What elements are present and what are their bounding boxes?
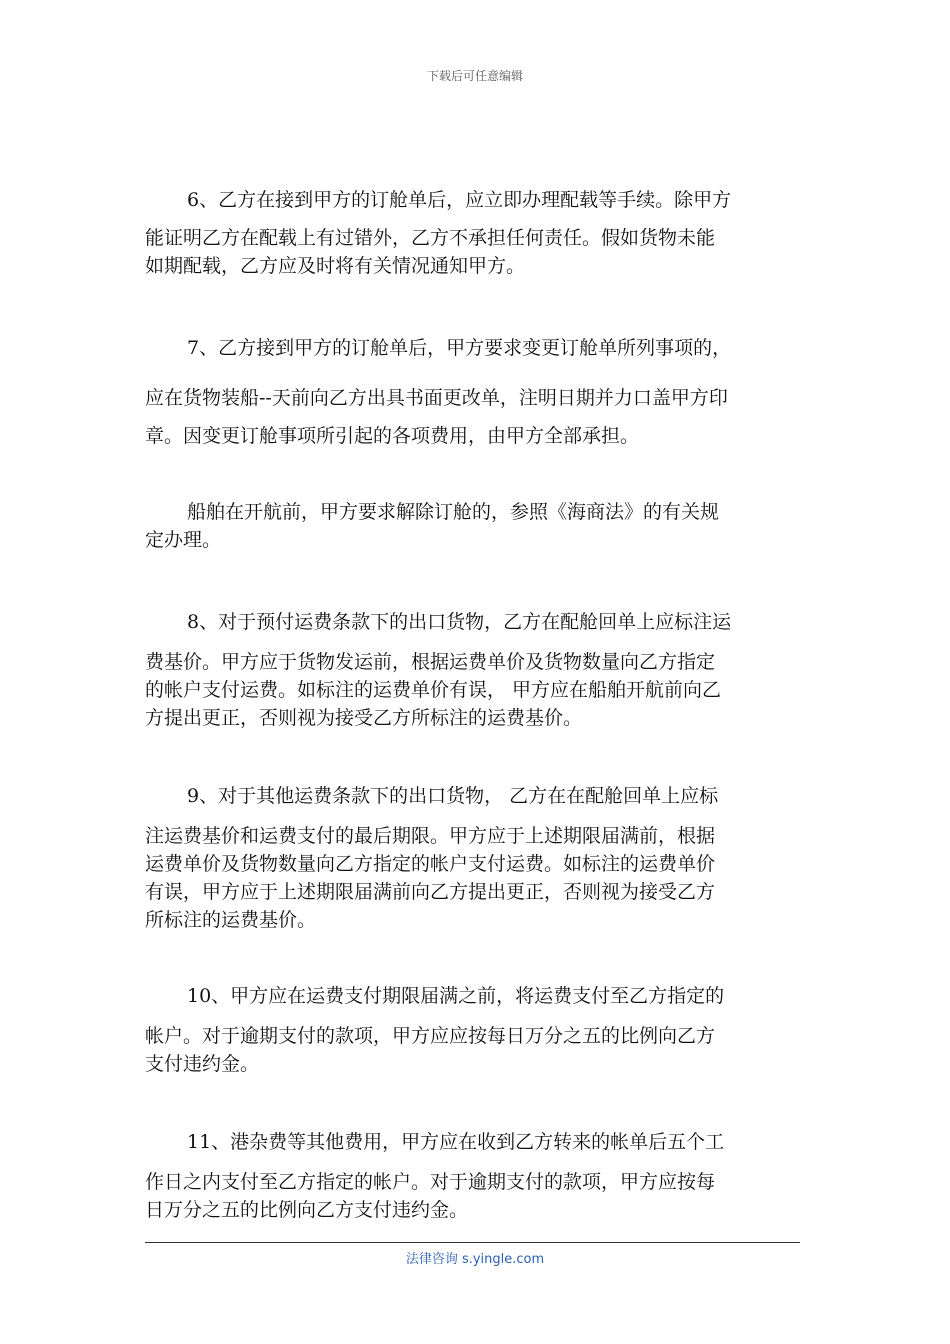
clause-line: 费基价。甲方应于货物发运前，根据运费单价及货物数量向乙方指定: [145, 651, 716, 673]
clause-line: 支付违约金。: [145, 1053, 260, 1075]
clause-8: [145, 608, 805, 732]
clause-9: [145, 782, 805, 934]
clause-line: 所标注的运费基价。: [145, 909, 317, 931]
clause-line: 有误，甲方应于上述期限届满前向乙方提出更正，否则视为接受乙方: [145, 881, 716, 903]
clause-line: 方提出更正，否则视为接受乙方所标注的运费基价。: [145, 707, 583, 729]
clause-7: [145, 334, 805, 450]
clause-line: 如期配载，乙方应及时将有关情况通知甲方。: [145, 255, 526, 277]
clause-line: 作日之内支付至乙方指定的帐户。对于逾期支付的款项，甲方应按每: [145, 1171, 716, 1193]
clause-6: [145, 186, 805, 280]
clause-line: 应在货物装船--天前向乙方出具书面更改单，注明日期并力口盖甲方印: [145, 387, 728, 409]
clause-line: 运费单价及货物数量向乙方指定的帐户支付运费。如标注的运费单价: [145, 853, 716, 875]
clause-line: 定办理。: [145, 529, 222, 551]
clause-line: 的帐户支付运费。如标注的运费单价有误， 甲方应在船舶开航前向乙: [145, 679, 722, 701]
clause-line: 船舶在开航前，甲方要求解除订舱的，参照《海商法》的有关规: [187, 501, 720, 523]
clause-line: 8、对于预付运费条款下的出口货物，乙方在配舱回单上应标注运: [187, 611, 732, 633]
clause-line: 10、甲方应在运费支付期限届满之前，将运费支付至乙方指定的: [187, 985, 725, 1007]
footer-link[interactable]: 法律咨询 s.yingle.com: [405, 1252, 545, 1267]
clause-cancel-booking: [145, 498, 805, 554]
clause-line: 帐户。对于逾期支付的款项，甲方应应按每日万分之五的比例向乙方: [145, 1025, 716, 1047]
clause-line: 9、对于其他运费条款下的出口货物， 乙方在在配舱回单上应标: [187, 785, 719, 807]
clause-line: 11、港杂费等其他费用，甲方应在收到乙方转来的帐单后五个工: [187, 1131, 725, 1153]
clause-line: 6、乙方在接到甲方的订舱单后，应立即办理配载等手续。除甲方: [187, 189, 732, 211]
clause-line: 能证明乙方在配载上有过错外，乙方不承担任何责任。假如货物未能: [145, 227, 716, 249]
clause-11: [145, 1128, 805, 1224]
clause-10: [145, 982, 805, 1078]
clause-line: 7、乙方接到甲方的订舱单后，甲方要求变更订舱单所列事项的，: [187, 337, 732, 359]
clause-line: 章。因变更订舱事项所引起的各项费用，由甲方全部承担。: [145, 425, 640, 447]
clause-line: 日万分之五的比例向乙方支付违约金。: [145, 1199, 469, 1221]
header-note: 下载后可任意编辑: [426, 69, 523, 83]
footer-divider: [145, 1242, 800, 1243]
clause-line: 注运费基价和运费支付的最后期限。甲方应于上述期限届满前，根据: [145, 825, 716, 847]
